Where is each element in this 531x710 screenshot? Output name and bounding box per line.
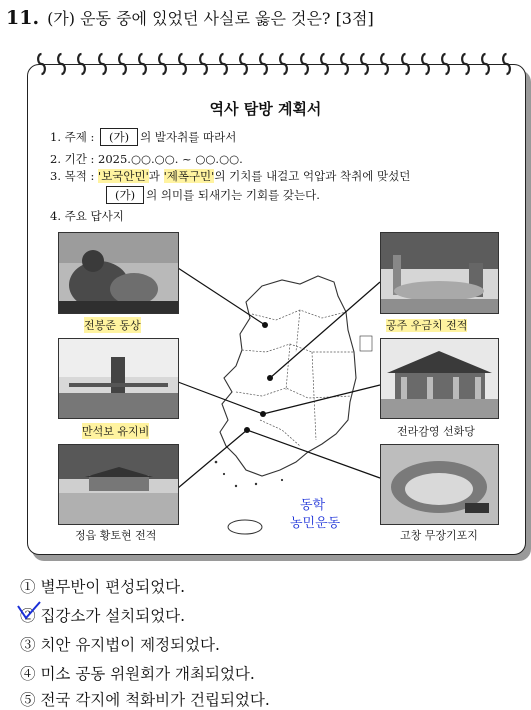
plan-item-3-line2: (가) 의 의미를 되새기는 기회를 갖는다. xyxy=(104,186,320,204)
caption-hwangtohyeon: 정읍 황토현 전적 xyxy=(75,529,157,542)
plan-item-3: 3. 목적 : '보국안민'과 '제폭구민'의 기치를 내걸고 억압과 착취에 맞섰던 xyxy=(50,169,411,183)
jeju-island xyxy=(228,520,262,534)
korea-map xyxy=(220,276,356,476)
photo-hwangtohyeon xyxy=(58,444,179,525)
photo-mujang xyxy=(380,444,499,525)
option-3[interactable]: ③ 치안 유지법이 제정되었다. xyxy=(20,636,220,654)
photo-gongju-ugeumchi xyxy=(380,232,499,314)
caption-mujang: 고창 무장기포지 xyxy=(400,529,478,542)
dokdo-label xyxy=(360,336,372,351)
handwritten-note-1: 동학 xyxy=(300,498,326,513)
connector-hwangtohyeon xyxy=(178,430,247,488)
option-1[interactable]: ① 별무반이 편성되었다. xyxy=(20,578,186,596)
plan-item-2: 2. 기간 : 2025.○○.○○. ~ ○○.○○. xyxy=(50,152,243,166)
photo-manseokbo xyxy=(58,338,179,419)
handwritten-note-2: 농민운동 xyxy=(290,516,341,531)
check-mark-icon xyxy=(14,598,42,624)
option-5[interactable]: ⑤ 전국 각지에 척화비가 건립되었다. xyxy=(20,691,270,709)
question-text: (가) 운동 중에 있었던 사실로 옳은 것은? [3점] xyxy=(47,9,374,28)
option-4[interactable]: ④ 미소 공동 위원회가 개최되었다. xyxy=(20,665,255,683)
blank-box-2: (가) xyxy=(106,186,144,204)
photo-jeolla-seonhwadang xyxy=(380,338,499,419)
question-number: 11. xyxy=(6,7,40,29)
photo-bongjun-statue xyxy=(58,232,179,314)
caption-bongjun: 전봉준 동상 xyxy=(84,319,141,332)
option-2[interactable]: ② 집강소가 설치되었다. xyxy=(20,607,186,625)
caption-gongju: 공주 우금치 전적 xyxy=(386,319,468,332)
plan-item-4: 4. 주요 답사지 xyxy=(50,209,124,223)
blank-box: (가) xyxy=(100,128,138,146)
caption-jeolla: 전라감영 선화당 xyxy=(397,425,475,438)
plan-title: 역사 탐방 계획서 xyxy=(209,100,322,118)
plan-item-1: 1. 주제 : (가) 의 발자취를 따라서 xyxy=(50,130,237,144)
caption-manseokbo: 만석보 유지비 xyxy=(82,425,150,438)
